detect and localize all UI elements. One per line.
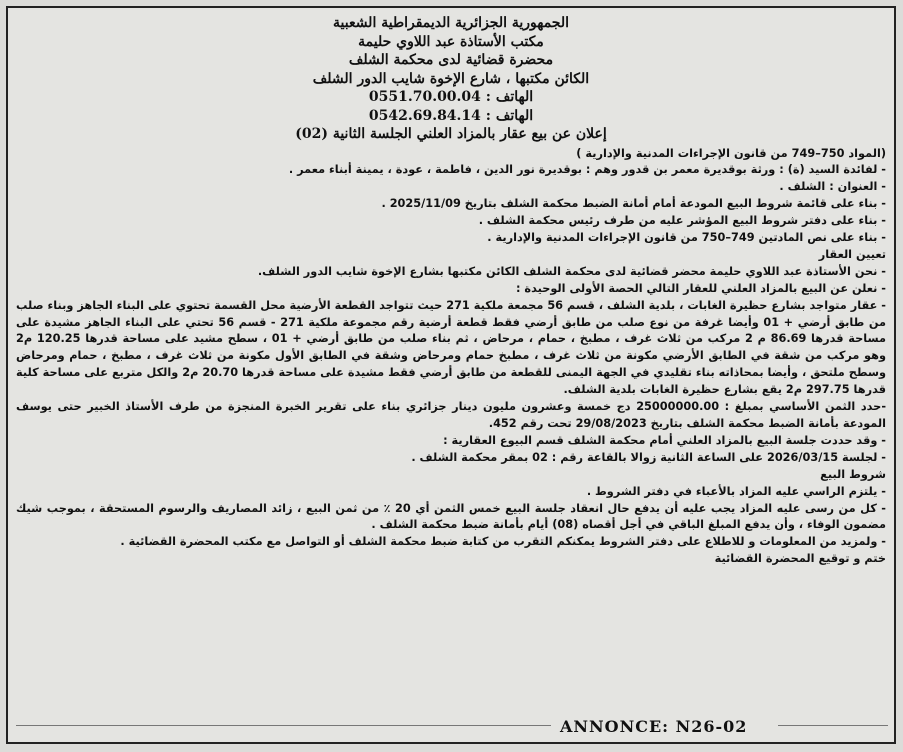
republic-title: الجمهورية الجزائرية الديمقراطية الشعبية xyxy=(332,15,569,31)
condition-payment: - كل من رسى عليه المزاد يجب عليه أن يدفع حال انعقاد جلسة البيع خمس الثمن أي 20 ٪ من ثمن البيع ، زائد المصاريف والرسوم المستحقة ، بموجب شيك مضمون الوفاء ، وأن يدفع المبلغ الباقي في أجل أقصاه (08) أيام بأمانة ضبط محكمة الشلف . xyxy=(16,501,886,532)
bailiff-statement: - نحن الأستاذة عبد اللاوي حليمة محضر قضائية لدى محكمة الشلف الكائن مكتبها بشارع الإخوة شايب الدور الشلف. xyxy=(257,264,886,278)
bottom-rule-right xyxy=(778,725,888,726)
address-line: - العنوان : الشلف . xyxy=(779,180,886,194)
beneficiaries: - لفائدة السيد (ة) : ورثة بوقديرة معمر بن قدور وهم : بوقديرة نور الدين ، فاطمة ، عودة ، يمينة أبناء معمر . xyxy=(288,163,886,177)
session-intro: - وقد حددت جلسة البيع بالمزاد العلني أمام محكمة الشلف قسم البيوع العقارية : xyxy=(443,433,886,447)
condition-info: - ولمزيد من المعلومات و للاطلاع على دفتر الشروط يمكنكم التقرب من كتابة ضبط محكمة الشلف أو التواصل مع مكتب المحضرة القضائية . xyxy=(120,535,886,549)
notice-header xyxy=(16,14,886,144)
session-date: - لجلسة 2026/03/15 على الساعة الثانية زوالا بالقاعة رقم : 02 بمقر محكمة الشلف . xyxy=(411,450,886,464)
annonce-number: ANNONCE: N26-02 xyxy=(560,717,748,736)
phone-number-2: 0542.69.84.14 xyxy=(368,107,481,124)
phone-label-2: الهاتف : xyxy=(485,107,534,124)
notice-body xyxy=(16,146,886,569)
phone-number-1: 0551.70.00.04 xyxy=(368,89,481,105)
phone-line-2 xyxy=(16,107,886,126)
bottom-rule-left xyxy=(16,725,551,726)
legal-notice-box xyxy=(6,6,896,744)
basis-articles: - بناء على نص المادتين 749–750 من قانون الإجراءات المدنية والإدارية . xyxy=(487,231,886,245)
sale-announcement: - نعلن عن البيع بالمزاد العلني للعقار التالي الحصة الأولى الوحيدة : xyxy=(515,281,886,295)
phone-line-1 xyxy=(16,88,886,107)
condition-charges: - يلتزم الراسي عليه المزاد بالأعباء في دفتر الشروط . xyxy=(586,484,886,498)
office-address: الكائن مكتبها ، شارع الإخوة شايب الدور الشلف xyxy=(312,70,590,87)
sale-conditions-heading: شروط البيع xyxy=(820,467,886,481)
notice-title: إعلان عن بيع عقار بالمزاد العلني الجلسة الثانية (02) xyxy=(295,126,607,142)
basis-conditions-book: - بناء على دفتر شروط البيع المؤشر عليه من طرف رئيس محكمة الشلف . xyxy=(478,214,886,228)
legal-articles: (المواد 750–749 من قانون الإجراءات المدنية والإدارية ) xyxy=(576,146,886,160)
signature-line: ختم و توقيع المحضرة القضائية xyxy=(714,552,886,566)
bailiff-title: محضرة قضائية لدى محكمة الشلف xyxy=(348,52,554,68)
base-price: -حدد الثمن الأساسي بمبلغ : 25000000.00 دج خمسة وعشرون مليون دينار جزائري بناء على تقرير الخبرة المنجزة من طرف الأستاذ الخبير حتى يوسف المودعة بأمانة الضبط محكمة الشلف بتاريخ 29/08/2023 تحت رقم 452. xyxy=(16,400,887,430)
property-description: - عقار متواجد بشارع حظيرة الغابات ، بلدية الشلف ، قسم 56 مجمعة ملكية 271 حيث تتواجد القطعة الأرضية محل القسمة تحتوي على البناء الجاهز وبناء صلب من طابق أرضي + 01 وأيضا غرفة من نوع صلب من طابق أرضي فقط قطعة أرضية رقم مجموعة ملكية 271 - قسم 56 تحتي على البناء الجاهز مشيدة على مساحة قدرها 86.69 م 2 مركب من ثلاث غرف ، مطبخ ، حمام ، مرحاض ، ثم بناء صلب من طابق أرضي + 01 ، سطح مشيد على مساحة قدرها 120.25 م2 وهو مركب من شقة في الطابق الأرضي مكونة من ثلاث غرف ، مطبخ حمام ومرحاض وشقة في الطابق الأول مكونة من ثلاث غرف ، مطبخ ، حمام ومرحاض وسطح ملتحق ، وأيضا بمحاذاته بناء تقليدي في الجهة اليمنى للقطعة من طابق أرضي فقط مشيدة على مساحة قدرها 20.70 م2 والكل متربع على مساحة كلية قدرها 297.75 م2 يقع بشارع حظيرة الغابات بلدية الشلف. xyxy=(16,298,887,397)
property-designation-heading: تعيين العقار xyxy=(818,247,886,261)
basis-conditions-list: - بناء على قائمة شروط البيع المودعة أمام أمانة الضبط محكمة الشلف بتاريخ 2025/11/09 . xyxy=(381,197,886,211)
office-name: مكتب الأستاذة عبد اللاوي حليمة xyxy=(358,33,544,50)
phone-label-1: الهاتف : xyxy=(485,89,534,105)
notice-content xyxy=(16,14,886,712)
